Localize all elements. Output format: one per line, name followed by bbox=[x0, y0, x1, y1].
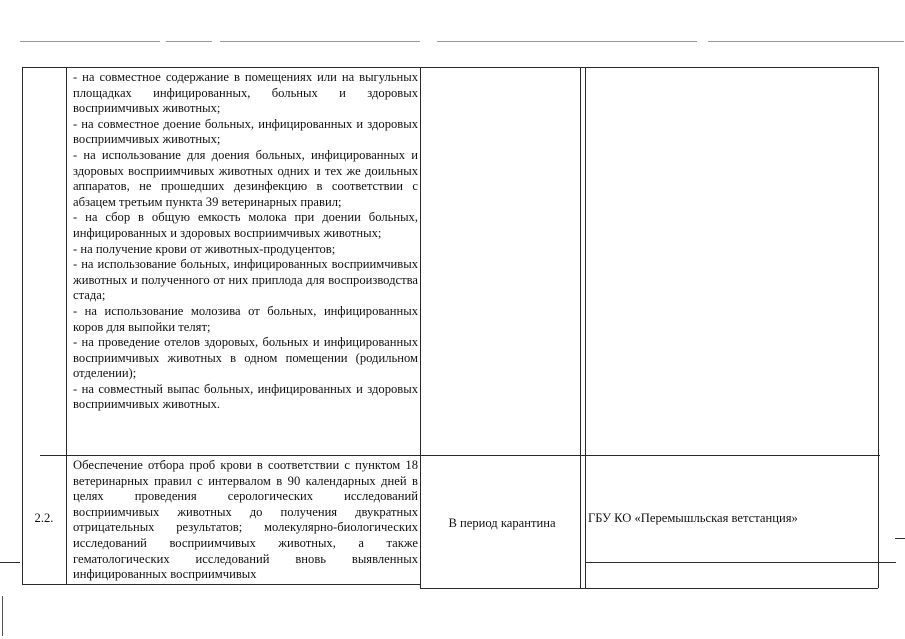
table-top-border bbox=[22, 67, 879, 68]
bullet-item: - на сбор в общую емкость молока при доении больных, инфицированных и здоровых восприимчивых животных; bbox=[73, 210, 418, 240]
bullet-item: - на использование для доения больных, инфицированных и здоровых восприимчивых животных одних и тех же доильных аппаратов, не прошедших дезинфекцию в соответствии с абзацем третьим пункта 39 ветеринарных правил; bbox=[73, 147, 418, 209]
executor-cell: ГБУ КО «Перемышльская ветстанция» bbox=[588, 511, 798, 525]
bullet-item: - на совместный выпас больных, инфицированных и здоровых восприимчивых животных. bbox=[73, 381, 418, 412]
col-border-left bbox=[22, 67, 23, 584]
col-border-period bbox=[580, 67, 581, 588]
scan-edge-line bbox=[895, 538, 905, 539]
period-cell: В период карантина bbox=[448, 516, 556, 530]
col-border-right bbox=[878, 67, 879, 588]
col-border-num bbox=[66, 67, 67, 584]
bullet-item: - на использование больных, инфицированных восприимчивых животных и полученного от них приплода для воспроизводства стада; bbox=[73, 257, 418, 303]
scan-edge-line bbox=[0, 562, 20, 563]
bullet-item: - на проведение отелов здоровых, больных и инфицированных восприимчивых животных в одном помещении (родильном отделении); bbox=[73, 335, 418, 381]
col-border-executor bbox=[585, 67, 586, 588]
col-border-measure bbox=[420, 67, 421, 588]
bullet-item: - на совместное доение больных, инфицированных и здоровых восприимчивых животных; bbox=[73, 116, 418, 147]
scan-top-line bbox=[166, 41, 212, 42]
bullet-item: - на получение крови от животных-продуцентов; bbox=[73, 241, 336, 256]
scan-top-line bbox=[437, 41, 697, 42]
scan-top-line bbox=[708, 41, 904, 42]
measure-description bbox=[73, 458, 418, 584]
scan-top-line bbox=[20, 41, 160, 42]
measure-text: Обеспечение отбора проб крови в соответствии с пунктом 18 ветеринарных правил с интервалом в 90 календарных дней в целях проведения серологических исследований восприимчивых животных до получения двукратных отрицательных результатов; молекулярно-биологических исследований восприимчивых животных, а также гематологических исследований вновь выявленных инфицированных восприимчивых bbox=[73, 458, 418, 582]
scan-edge-line bbox=[586, 562, 896, 563]
table-bottom-border bbox=[420, 588, 878, 589]
row-divider bbox=[40, 455, 880, 456]
scan-margin-mark bbox=[2, 596, 3, 636]
prev-row-bullet-list bbox=[73, 70, 418, 413]
scan-top-line bbox=[220, 41, 420, 42]
bullet-item: - на использование молозива от больных, инфицированных коров для выпойки телят; bbox=[73, 303, 418, 334]
row-number: 2.2. bbox=[34, 511, 54, 525]
bullet-item: - на совместное содержание в помещениях или на выгульных площадках инфицированных, больных и здоровых восприимчивых животных; bbox=[73, 70, 418, 116]
table-bottom-border bbox=[22, 584, 420, 585]
